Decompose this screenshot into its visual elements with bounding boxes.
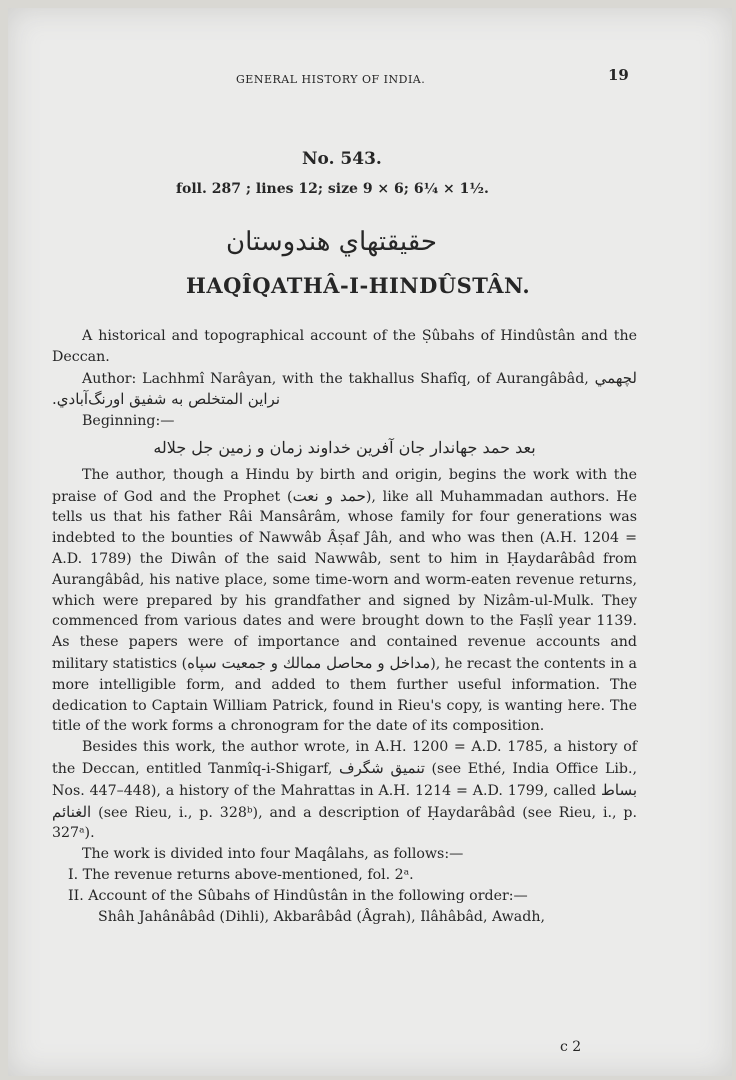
para2-part-c: (see Rieu, i., p. 328ᵇ), and a description of Ḥaydarâbâd (see Rieu, i., p. 327ᵃ).	[52, 804, 638, 842]
entry-details: foll. 287 ; lines 12; size 9 × 6; 6¼ × 1½.	[176, 181, 489, 197]
para2-part-a: Besides this work, the author wrote, in A.H. 1200 = A.D. 1785, a history of the Deccan, entitled Tanmîq-i-Shigarf,	[52, 739, 637, 777]
list-item: II. Account of the Sûbahs of Hindûstân in the following order:—	[68, 887, 528, 904]
list-item: I. The revenue returns above-mentioned, fol. 2ᵃ.	[68, 866, 414, 883]
para2-arabic-1: تنميق شگرف	[338, 758, 425, 777]
page	[8, 8, 732, 1076]
arabic-title: حقیقتهاي هندوستان	[226, 227, 437, 257]
author-line	[52, 368, 637, 412]
signature-mark: c 2	[560, 1039, 582, 1055]
para1-part-c: ), he recast the contents in a more intelligible form, and added to them further useful information. The dedication to Captain William Patrick, found in Rieu's copy, is wanting here. The title of the work forms a chronogram for the date of its composition.	[52, 655, 637, 735]
list-continuation: Shâh Jahânâbâd (Dihli), Akbarâbâd (Âgrah), Ilâhâbâd, Awadh,	[98, 908, 545, 925]
division-line: The work is divided into four Maqâlahs, as follows:—	[82, 846, 464, 863]
para1-part-a: The author, though a Hindu by birth and origin, begins the work with the praise of God and the Prophet (	[52, 466, 637, 505]
entry-title: HAQÎQATHÂ-I-HINDÛSTÂN.	[186, 273, 531, 298]
para1-arabic-1: حمد و نعت	[292, 486, 366, 505]
para1-part-b: ), like all Muhammadan authors. He tells us that his father Râi Mansârâm, whose family for four generations was indebted to the bounties of Nawwâb Âṣaf Jâh, and who was then (A.H. 1204 = A.D. 1789) the Diwân of the said Nawwâb, sent to him in Ḥaydarâbâd from Aurangâbâd, his native place, some time-worn and worm-eaten revenue returns, which were prepared by his grandfather and signed by Nizâm-ul-Mulk. They commenced from various dates and were brought down to the Faṣlî year 1139. As these papers were of importance and contained revenue accounts and military statistics (	[52, 488, 637, 672]
paragraph-2	[52, 737, 637, 844]
author-en: Author: Lachhmî Narâyan, with the takhallus Shafîq, of Aurangâbâd,	[82, 370, 589, 387]
para1-arabic-2: مداخل و محاصل ممالك و جمعيت سپاه	[187, 653, 431, 672]
paragraph-1	[52, 465, 637, 737]
author-arabic: لچهمي نراين المتخلص به شفيق اورنگ‌آبادي.	[52, 368, 637, 409]
beginning-label: Beginning:—	[82, 413, 175, 430]
entry-number: No. 543.	[302, 149, 382, 169]
description: A historical and topographical account of the Ṣûbahs of Hindûstân and the Deccan.	[52, 328, 637, 365]
body-text	[52, 326, 637, 927]
page-number: 19	[608, 66, 629, 84]
beginning-arabic: بعد حمد جهاندار جان آفرين خداوند زمان و زمين جل جلاله	[153, 437, 536, 457]
running-title: GENERAL HISTORY OF INDIA.	[236, 73, 426, 86]
para2-arabic-2: بساط الغنائم	[52, 780, 637, 821]
para2-part-b: (see Ethé, India Office Lib., Nos. 447–448), a history of the Mahrattas in A.H. 1214 = A.D. 1799, called	[52, 760, 638, 799]
